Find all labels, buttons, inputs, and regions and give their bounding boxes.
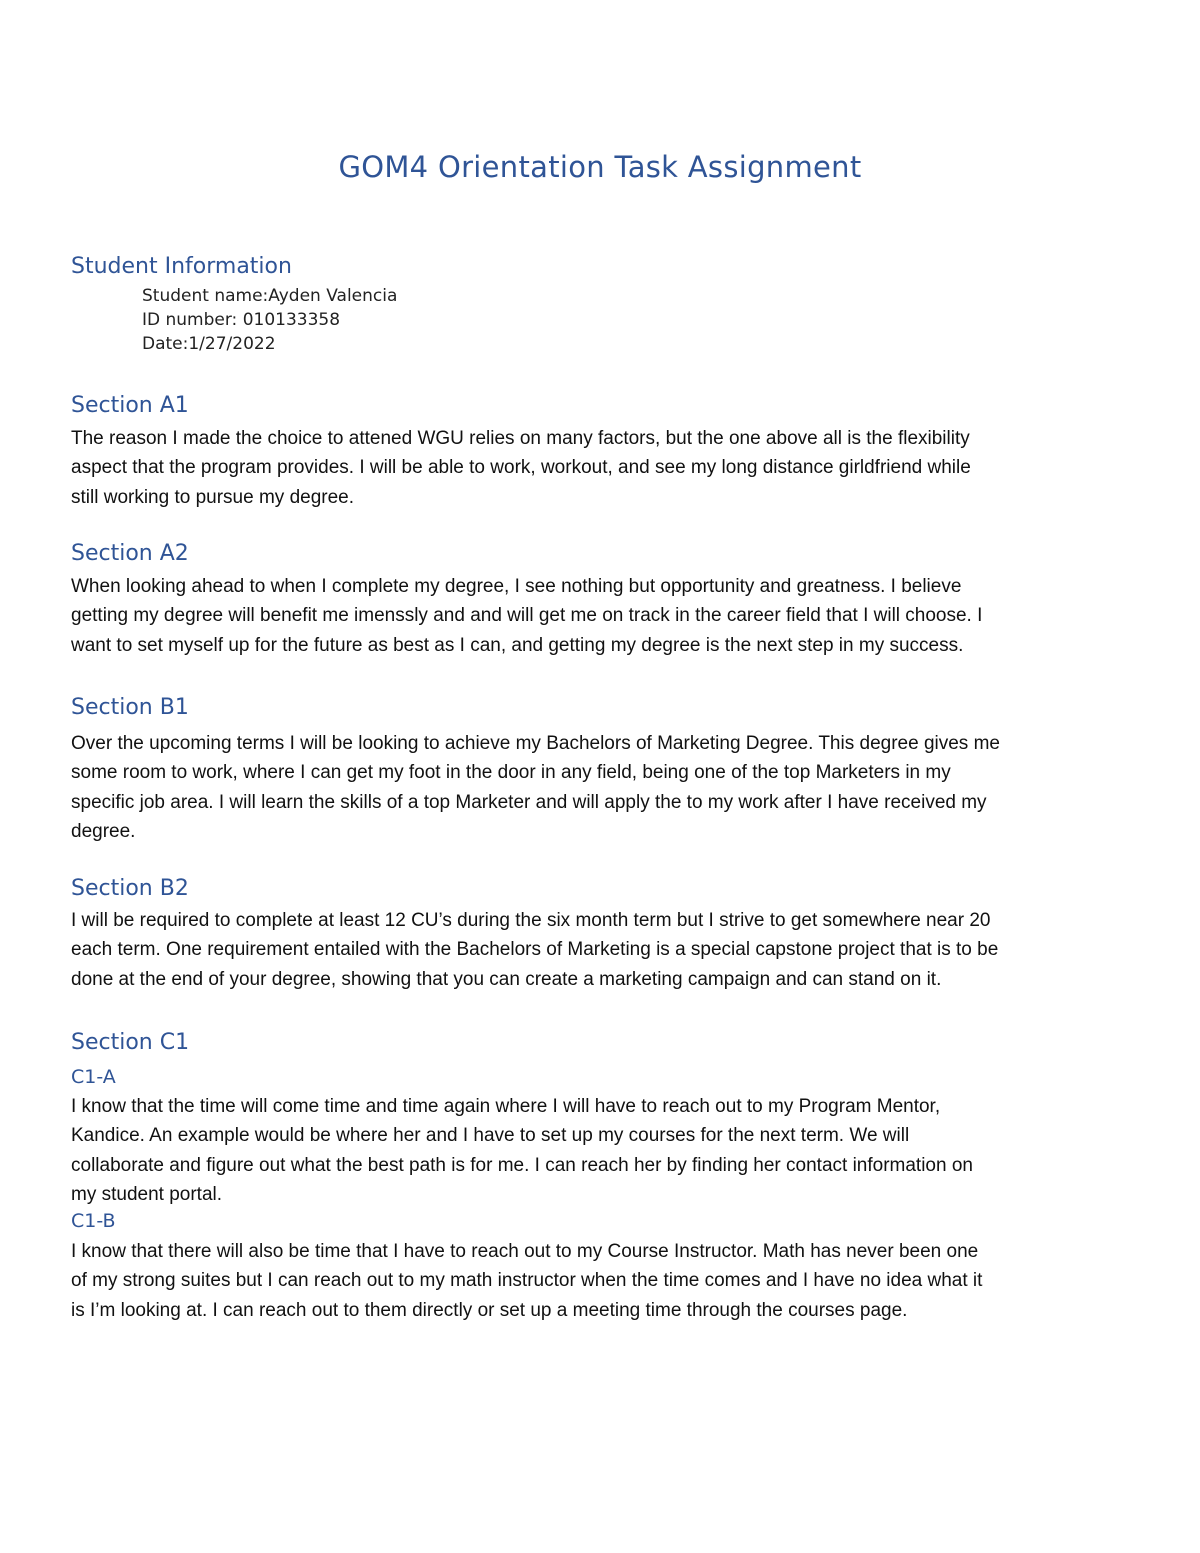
paragraph-line: aspect that the program provides. I will be able to work, workout, and see my long distance girldfriend while — [71, 457, 971, 479]
paragraph-line: Over the upcoming terms I will be looking to achieve my Bachelors of Marketing Degree. This degree gives me — [71, 733, 1000, 754]
paragraph-line: is I’m looking at. I can reach out to them directly or set up a meeting time through the courses page. — [71, 1299, 908, 1321]
paragraph-line: each term. One requirement entailed with the Bachelors of Marketing is a special capstone project that is to be — [71, 939, 999, 961]
paragraph-line: of my strong suites but I can reach out to my math instructor when the time comes and I have no idea what it — [71, 1270, 983, 1292]
section-b2-paragraph — [71, 906, 1131, 994]
paragraph-line: The reason I made the choice to attened WGU relies on many factors, but the one above all is the flexibility — [71, 428, 970, 449]
paragraph-line: collaborate and figure out what the best path is for me. I can reach her by finding her contact information on — [71, 1154, 973, 1176]
paragraph-line: my student portal. — [71, 1183, 223, 1205]
section-a1-paragraph — [71, 424, 1131, 512]
document-title: GOM4 Orientation Task Assignment — [338, 150, 862, 184]
paragraph-line: specific job area. I will learn the skills of a top Marketer and will apply the to my work after I have received my — [71, 791, 987, 813]
section-c1-a-paragraph — [71, 1092, 1131, 1209]
section-c1-a-heading: C1-A — [71, 1066, 116, 1088]
student-info-heading: Student Information — [71, 254, 292, 279]
paragraph-line: Kandice. An example would be where her and I have to set up my courses for the next term. We will — [71, 1125, 910, 1147]
section-c1-heading: Section C1 — [71, 1030, 190, 1055]
section-c1-b-paragraph — [71, 1237, 1131, 1325]
paragraph-line: When looking ahead to when I complete my degree, I see nothing but opportunity and greatness. I believe — [71, 576, 962, 597]
section-c1-b-heading: C1-B — [71, 1210, 116, 1232]
student-date-line: Date:1/27/2022 — [142, 334, 276, 354]
section-a2-heading: Section A2 — [71, 541, 189, 566]
paragraph-line: done at the end of your degree, showing that you can create a marketing campaign and can stand on it. — [71, 968, 942, 990]
paragraph-line: I will be required to complete at least 12 CU’s during the six month term but I strive to get somewhere near 20 — [71, 910, 991, 931]
student-name-line: Student name:Ayden Valencia — [142, 286, 398, 306]
paragraph-line: still working to pursue my degree. — [71, 486, 355, 508]
paragraph-line: I know that the time will come time and time again where I will have to reach out to my Program Mentor, — [71, 1096, 941, 1117]
section-b1-paragraph — [71, 729, 1131, 846]
section-a1-heading: Section A1 — [71, 393, 189, 418]
paragraph-line: want to set myself up for the future as best as I can, and getting my degree is the next step in my success. — [71, 634, 964, 656]
section-b1-heading: Section B1 — [71, 695, 189, 720]
paragraph-line: degree. — [71, 820, 136, 842]
paragraph-line: some room to work, where I can get my foot in the door in any field, being one of the top Marketers in my — [71, 762, 951, 784]
paragraph-line: I know that there will also be time that I have to reach out to my Course Instructor. Math has never been one — [71, 1241, 979, 1262]
section-b2-heading: Section B2 — [71, 876, 189, 901]
paragraph-line: getting my degree will benefit me imenssly and and will get me on track in the career field that I will choose. I — [71, 605, 983, 627]
section-a2-paragraph — [71, 572, 1131, 660]
student-id-line: ID number: 010133358 — [142, 310, 341, 330]
